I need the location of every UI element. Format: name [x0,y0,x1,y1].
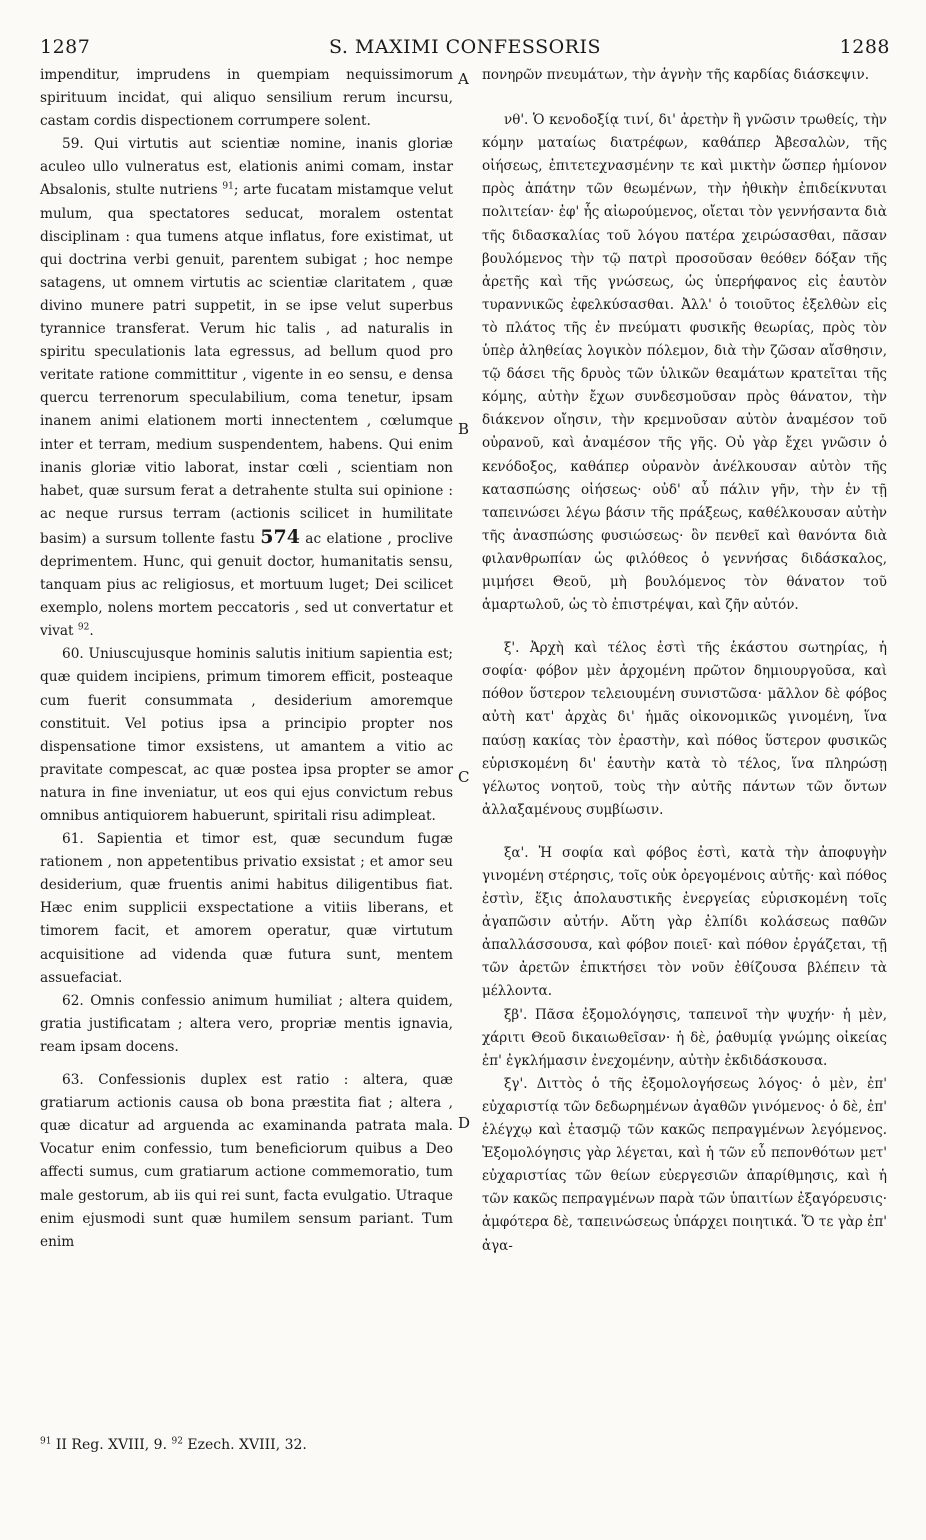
latin-paragraph-60: 60. Uniuscujusque hominis salutis initium sapientia est; quæ quidem incipiens, primum timorem efficit, posteaque cum fuerit consummata , desiderium amoremque constituit. Vel potius ipsa a principio propter nos dispensatione timor exsistens, ut amantem a vitio ac pravitate compescat, ac quæ postea ipsa propter se amor natura in fine inveniatur, ut eos qui ejus convictum rebus omnibus antiquiorem habuerunt, spiritali risu adimpleat. [40,646,453,824]
latin-paragraph-61: 61. Sapientia et timor est, quæ secundum fugæ rationem , non appetentibus privatio exsistat ; et amor seu desiderium, quæ fruentis animi habitus diligentibus fiat. Hæc enim supplicii exspectatione a vitiis liberans, et timorem facit, et amorem operatur, quæ virtutum acquisitione ad videnda quæ futura sunt, mentem assuefaciat. [40,831,453,986]
greek-paragraph-60: ξ'. Ἀρχὴ καὶ τέλος ἐστὶ τῆς ἑκάστου σωτηρίας, ἡ σοφία· φόβον μὲν ἀρχομένη πρῶτον δημιουργοῦσα, καὶ πόθον ὕστερον τελειουμένη συνιστῶσα· μᾶλλον δὲ φόβος αὐτὴ κατ' ἀρχὰς δι' ἡμᾶς οἰκονομικῶς γινομένη, ἵνα παύσῃ κακίας τὸν ἐραστὴν, καὶ πόθος ὕστερον φυσικῶς εὑρισκομένη δι' ἑαυτὴν κατὰ τὸ τέλος, ἵνα πληρώσῃ γέλωτος νοητοῦ, τοὺς τὴν αὐτῆς πάντων τῶν ὄντων ἀλλαξαμένους συμβίωσιν. [482,640,887,818]
right-page-number: 1288 [839,36,890,58]
greek-paragraph-61: ξα'. Ἡ σοφία καὶ φόβος ἐστὶ, κατὰ τὴν ἀποφυγὴν γινομένη στέρησις, τοῖς οὐκ ὀρεγομένοις αὐτῆς· καὶ πόθος ἐστὶν, ἕξις ἀπολαυστικῆς ἐνεργείας εὑρισκομένη τοῖς ἀγαπῶσιν αὐτήν. Αὕτη γὰρ ἐλπίδι κολάσεως παθῶν ἀπαλλάσσουσα, καὶ φόβον ποιεῖ· καὶ πόθον ἐργάζεται, τῇ τῶν ἀρετῶν ἐπικτήσει τὸν νοῦν ἐθίζουσα βλέπειν τὰ μέλλοντα. [482,844,887,1000]
page-header [40,36,890,60]
footnote-91-text: II Reg. XVIII, 9. [51,1437,172,1453]
latin-paragraph-62: 62. Omnis confessio animum humiliat ; altera quidem, gratia justificatam ; altera vero, propriæ mentis ignavia, ream ipsam docens. [40,992,453,1055]
greek-paragraph-continued: πονηρῶν πνευμάτων, τὴν ἁγνὴν τῆς καρδίας διάσκεψιν. [482,67,870,83]
margin-marker-a: A [458,70,469,88]
margin-marker-b: B [458,420,470,438]
latin-paragraph-63: 63. Confessionis duplex est ratio : altera, quæ gratiarum actionis causa ob bona præstita fiat ; altera , quæ dicatur ad arguenda ac examinanda patrata mala. Vocatur enim confessio, tum beneficiorum quibus a Deo affecti sumus, cum gratiarum actione commemoratio, tum male gestorum, ab iis qui rei sunt, facta evulgatio. Utraque enim ejusmodi sunt quæ humilem sensum pariant. Tum enim [40,1072,453,1250]
greek-paragraph-63: ξγ'. Διττὸς ὁ τῆς ἐξομολογήσεως λόγος· ὁ μὲν, ἐπ' εὐχαριστίᾳ τῶν δεδωρημένων ἀγαθῶν γινόμενος· ὁ δὲ, ἐπ' ἐλέγχῳ καὶ ἐτασμῷ τῶν κακῶς πεπραγμένων λεγόμενος. Ἐξομολόγησις γὰρ λέγεται, καὶ ἡ τῶν εὖ πεπονθότων μετ' εὐχαριστίας τῶν θείων εὐεργεσιῶν ἀπαρίθμησις, καὶ ἡ τῶν κακῶς πεπραγμένων παρὰ τῶν ὑπαιτίων ἐξαγόρευσις· ἀμφότερα δὲ, ταπεινώσεως ὑπάρχει ποιητικά. Ὅ τε γὰρ ἐπ' ἀγα- [482,1075,887,1254]
margin-marker-c: C [458,768,470,786]
column-number: 574 [260,525,300,548]
footnote-ref-91: 91 [222,181,234,192]
latin-column [40,64,453,1254]
greek-paragraph-62: ξβ'. Πᾶσα ἐξομολόγησις, ταπεινοῖ τὴν ψυχήν· ἡ μὲν, χάριτι Θεοῦ δικαιωθεῖσαν· ἡ δὲ, ῥαθυμίᾳ γνώμης οἰκείας ἐπ' ἐγκλήμασιν ἐνεχομένην, αὐτὴν ἐκδιδάσκουσα. [482,1006,887,1069]
left-page-number: 1287 [40,36,91,58]
footnote-91-mark: 91 [40,1436,52,1447]
footnote-92-mark: 92 [171,1436,183,1447]
greek-paragraph-59: νθ'. Ὁ κενοδοξίᾳ τινί, δι' ἀρετὴν ἢ γνῶσιν τρωθείς, τὴν κόμην ματαίως διατρέφων, καθάπερ Ἀβεσαλὼν, τῆς οἰήσεως, ἐπιτετεχνασμένην τε καὶ μικτὴν ὥσπερ ἡμίονον πρὸς ἀπάτην τῶν θεωμένων, τὴν ἠθικὴν ἐπιδείκνυται πολιτείαν· ἐφ' ἧς αἰωρούμενος, οἴεται τὸν γεννήσαντα διὰ τῆς διδασκαλίας τοῦ λόγου πατέρα χειρώσασθαι, πᾶσαν βουλόμενος τὴν τῷ πατρὶ προσοῦσαν θεόθεν δόξαν τῆς ἀρετῆς καὶ τῆς γνώσεως, ὡς ὑπερήφανος εἰς ἑαυτὸν τυραννικῶς ἐφελκύσασθαι. Ἀλλ' ὁ τοιοῦτος ἐξελθὼν εἰς τὸ πλάτος τῆς ἐν πνεύματι φυσικῆς θεωρίας, πρὸς τὸν ὑπὲρ ἀληθείας λογικὸν πόλεμον, διὰ τὴν ζῶσαν αἴσθησιν, τῷ δάσει τῆς δρυὸς τῶν ὑλικῶν θεαμάτων κρατεῖται τῆς κόμης, αὐτὴν ἔχων συνδεσμοῦσαν πρὸς θάνατον, τὴν διάκενον οἴησιν, τὴν κρεμνοῦσαν αὐτὸν ἀναμέσον τοῦ οὐρανοῦ, καὶ ἀναμέσον τῆς γῆς. Οὐ γὰρ ἔχει γνῶσιν ὁ κενόδοξος, καθάπερ οὐρανὸν ἀνέλκουσαν αὐτὸν τῆς κατασπώσης οἰήσεως· οὐδ' αὖ πάλιν γῆν, τὴν ἐν τῇ ταπεινώσει λέγω βάσιν τῆς πράξεως, καθέλκουσαν αὐτὴν τῆς ἀνασπώσης φυσιώσεως· ὃν πενθεῖ καὶ θανόντα διὰ φιλανθρωπίαν ὡς φιλόθεος ὁ γεννήσας διδάσκαλος, μιμήσει Θεοῦ, μὴ βουλόμενος τὸν θάνατον τοῦ ἁμαρτωλοῦ, ὡς τὸ ἐπιστρέψαι, καὶ ζῆν αὐτόν. [482,112,887,614]
running-title: S. MAXIMI CONFESSORIS [328,36,602,58]
footnote-92-text: Ezech. XVIII, 32. [182,1437,307,1453]
latin-paragraph-59: 59. Qui virtutis aut scientiæ nomine, inanis gloriæ aculeo ullo vulneratus est, elationis animi comam, instar Absalonis, stulte nutriens $^{91}$; arte fucatam mistamque velut mulum, qua spectatores seducat, moralem ostentat disciplinam : qua tumens atque inflatus, fore existimat, ut qui doctrina verbi genuit, parentem subigat ; hoc nempe satagens, ut omnem virtutis ac scientiæ claritatem , quæ divino munere patri suppetit, in se ipse velut superbus tyrannice transferat. Verum hic talis , ad naturalis in spiritu speculationis lata egressus, ad bellum quod pro veritate ratione committitur , vigente in eo sensu, e densa quercu terrenorum speculabilium, coma tenetur, ipsam inanem animi elationem morti innectentem , cœlumque inter et terram, medium suspendentem, habens. Qui enim inanis gloriæ vitio laborat, instar cœli , scientiam non habet, quæ sursum ferat a detrahente stulta sui opinione : ac neque rursus terram (actionis scilicet in humilitate basim) a sursum tollente fastu 574 ac elatione , proclive deprimentem. Hunc, qui genuit doctor, humanitatis sensu, tanquam pius ac religiosus, et mortuum luget; Dei scilicet exemplo, nolens mortem peccatoris , sed ut convertatur et vivat $^{92}$. [40,136,453,640]
margin-marker-d: D [458,1114,471,1132]
footnote-ref-92: 92 [77,622,90,633]
footnotes [40,1437,460,1453]
latin-paragraph-continued: impenditur, imprudens in quempiam nequissimorum spirituum incidat, qui aliquo sensilium rerum incursu, castam cordis dispectionem corrumpere solent. [40,67,453,130]
greek-column [482,64,887,1258]
